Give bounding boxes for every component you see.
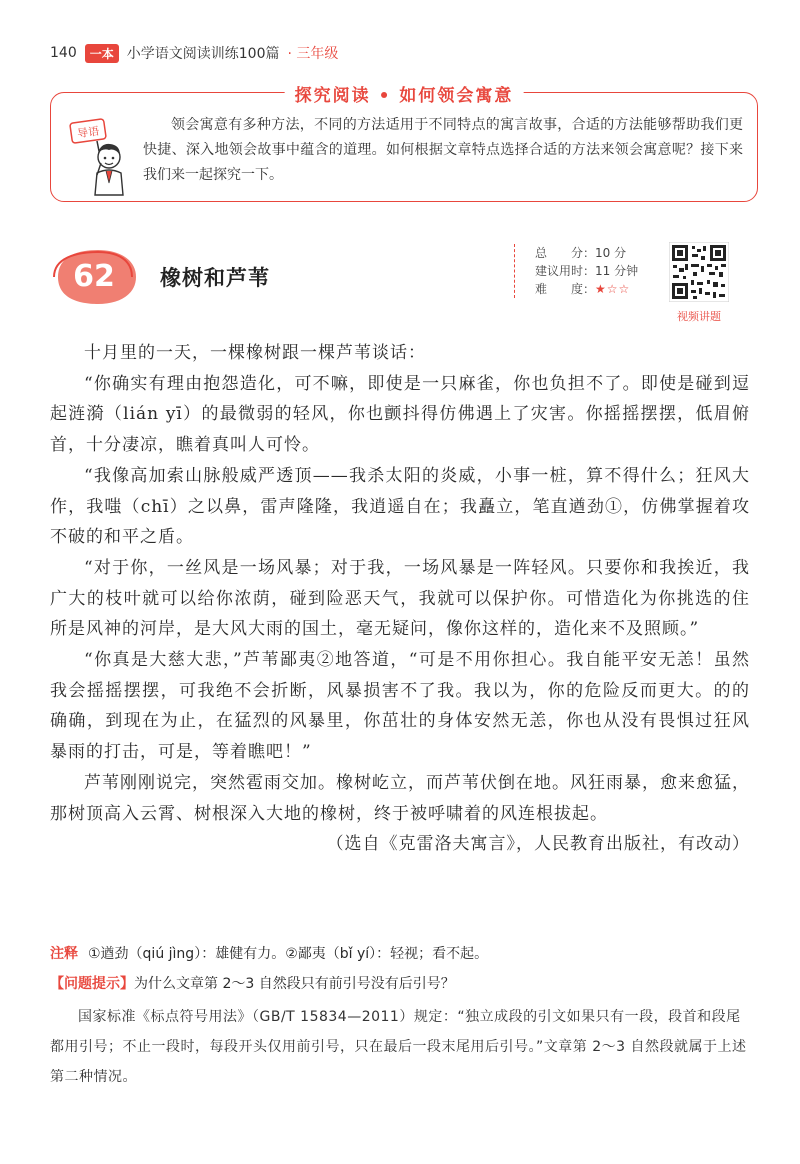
annotation-text: ①遒劲（qiú jìng）：雄健有力。②鄙夷（bǐ yí）：轻视；看不起。 bbox=[88, 946, 489, 962]
story-paragraph: “对于你，一丝风是一场风暴；对于我，一场风暴是一阵轻风。只要你和我挨近，我广大的枝叶就可以给你浓荫，碰到险恶天气，我就可以保护你。可惜造化为你挑选的住所是风神的河岸，是大风大雨的国土，毫无疑问，像你这样的，造化来不及照顾。” bbox=[50, 557, 750, 640]
annotation-label: 注释 bbox=[50, 946, 78, 962]
question-tip-row bbox=[50, 972, 750, 996]
story-source: （选自《克雷洛夫寓言》，人民教育出版社，有改动） bbox=[326, 834, 750, 855]
difficulty-stars: ★☆☆ bbox=[595, 282, 631, 296]
meta-time-label: 建议用时： bbox=[535, 264, 596, 278]
book-title: 小学语文阅读训练100篇 bbox=[126, 46, 280, 62]
lesson-badge bbox=[50, 248, 138, 306]
story-paragraph: “你确实有理由抱怨造化，可不嘛，即使是一只麻雀，你也负担不了。即使是碰到逗起涟漪（lián yī）的最微弱的轻风，你也颤抖得仿佛遇上了灾害。你摇摇摆摆，低眉俯首，十分凄凉，瞧着真叫人可怜。 bbox=[50, 373, 750, 456]
annotation-row bbox=[50, 942, 750, 966]
brand-logo: 一本 bbox=[85, 44, 119, 63]
question-tip-text: 为什么文章第 2～3 自然段只有前引号没有后引号？ bbox=[134, 976, 455, 992]
story-text bbox=[50, 338, 750, 860]
question-tip-label: 【问题提示】 bbox=[50, 976, 134, 992]
meta-total bbox=[535, 244, 675, 262]
question-tip-answer: 国家标准《标点符号用法》（GB/T 15834—2011）规定：“独立成段的引文如果只有一段，段首和段尾都用引号；不止一段时，每段开头仅用前引号，只在最后一段末尾用后引号。”文章第 2～3 自然段就属于上述第二种情况。 bbox=[50, 1009, 747, 1085]
lesson-number: 62 bbox=[73, 259, 115, 294]
meta-difficulty bbox=[535, 280, 675, 298]
lesson-meta bbox=[514, 244, 675, 298]
guide-box bbox=[50, 86, 758, 202]
story-paragraph: 芦苇刚刚说完，突然雹雨交加。橡树屹立，而芦苇伏倒在地。风狂雨暴，愈来愈猛，那树顶高入云霄、树根深入大地的橡树，终于被呼啸着的风连根拔起。 bbox=[50, 772, 750, 824]
page-header bbox=[50, 42, 338, 64]
meta-total-value: 10 分 bbox=[595, 246, 627, 260]
video-label[interactable]: 视频讲题 bbox=[677, 310, 721, 323]
teacher-mascot-icon bbox=[69, 117, 131, 197]
video-qr[interactable] bbox=[666, 242, 732, 324]
story-paragraph: 十月里的一天，一棵橡树跟一棵芦苇谈话： bbox=[84, 343, 426, 363]
meta-total-label: 总 分： bbox=[535, 246, 596, 260]
meta-difficulty-label: 难 度： bbox=[535, 282, 596, 296]
meta-time bbox=[535, 262, 675, 280]
story-paragraph: “你真是大慈大悲，”芦苇鄙夷②地答道，“可是不用你担心。我自能平安无恙！虽然我会摇摇摆摆，可我绝不会折断，风暴损害不了我。我以为，你的危险反而更大。的的确确，到现在为止，在猛烈的风暴里，你茁壮的身体安然无恙，你也从没有畏惧过狂风暴雨的打击，可是，等着瞧吧！” bbox=[50, 650, 750, 763]
guide-badge-label: 导语 bbox=[76, 124, 101, 141]
page-number: 140 bbox=[50, 45, 77, 61]
lesson-title: 橡树和芦苇 bbox=[160, 266, 270, 290]
meta-time-value: 11 分钟 bbox=[595, 264, 639, 278]
book-grade: · 三年级 bbox=[287, 46, 339, 62]
notes-section bbox=[50, 942, 750, 1092]
guide-title: 探究阅读 • 如何领会寓意 bbox=[285, 81, 524, 106]
guide-text: 领会寓意有多种方法，不同的方法适用于不同特点的寓言故事，合适的方法能够帮助我们更快捷、深入地领会故事中蕴含的道理。如何根据文章特点选择合适的方法来领会寓意呢？接下来我们来一起探究一下。 bbox=[143, 117, 743, 183]
qr-code-icon[interactable] bbox=[669, 242, 729, 302]
story-paragraph: “我像高加索山脉般威严透顶——我杀太阳的炎威，小事一桩，算不得什么；狂风大作，我嗤（chī）之以鼻，雷声隆隆，我逍遥自在；我矗立，笔直遒劲①，仿佛掌握着攻不破的和平之盾。 bbox=[50, 465, 750, 548]
